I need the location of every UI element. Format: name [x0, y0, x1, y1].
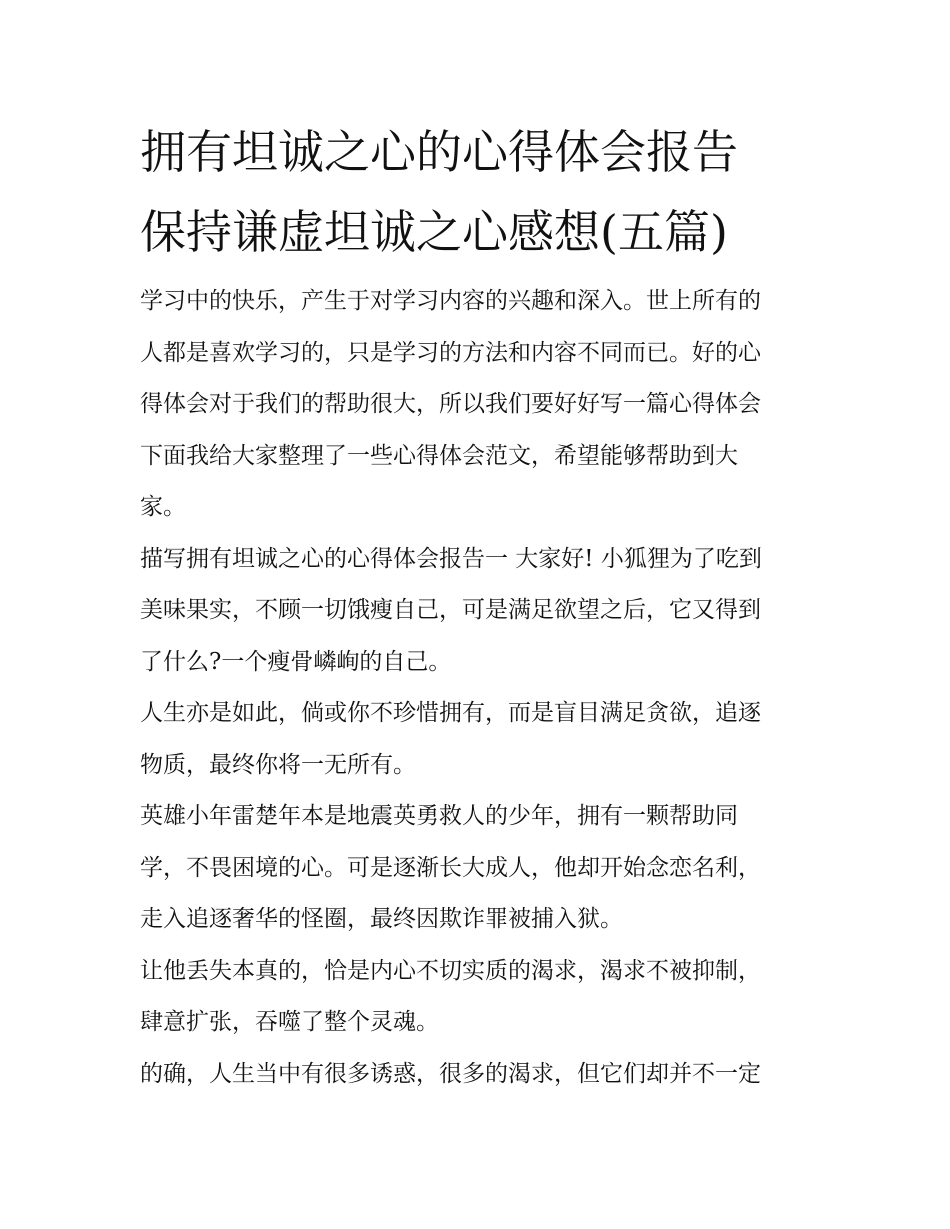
text-line: 人都是喜欢学习的，只是学习的方法和内容不同而已。好的心	[140, 339, 761, 366]
text-line: 了什么?一个瘦骨嶙峋的自己。	[140, 648, 452, 675]
text-line: 下面我给大家整理了一些心得体会范文，希望能够帮助到大	[140, 442, 738, 469]
text-line: 英雄小年雷楚年本是地震英勇救人的少年，拥有一颗帮助同	[140, 803, 738, 829]
title-line-2: 保持谦虚坦诚之心感想(五篇)	[140, 205, 728, 259]
text-line: 学，不畏困境的心。可是逐渐长大成人，他却开始念恋名利，	[140, 854, 761, 881]
text-line: 走入追逐奢华的怪圈，最终因欺诈罪被捕入狱。	[140, 906, 623, 932]
text-line: 让他丢失本真的，恰是内心不切实质的渴求，渴求不被抑制，	[140, 957, 761, 984]
text-line: 肆意扩张，吞噬了整个灵魂。	[140, 1009, 439, 1035]
text-line: 的确，人生当中有很多诱惑，很多的渴求，但它们却并不一定	[140, 1060, 761, 1087]
text-line: 描写拥有坦诚之心的心得体会报告一 大家好! 小狐狸为了吃到	[140, 545, 762, 572]
title-line-1: 拥有坦诚之心的心得体会报告	[140, 125, 738, 179]
text-line: 家。	[140, 494, 186, 520]
document-body	[140, 276, 820, 1100]
text-line: 学习中的快乐，产生于对学习内容的兴趣和深入。世上所有的	[140, 288, 761, 314]
text-line: 人生亦是如此，倘或你不珍惜拥有，而是盲目满足贪欲，追逐	[140, 700, 761, 726]
text-line: 得体会对于我们的帮助很大，所以我们要好好写一篇心得体会	[140, 391, 761, 417]
document-title	[140, 112, 820, 272]
text-line: 美味果实，不顾一切饿瘦自己，可是满足欲望之后，它又得到	[140, 597, 761, 623]
text-line: 物质，最终你将一无所有。	[140, 751, 416, 778]
